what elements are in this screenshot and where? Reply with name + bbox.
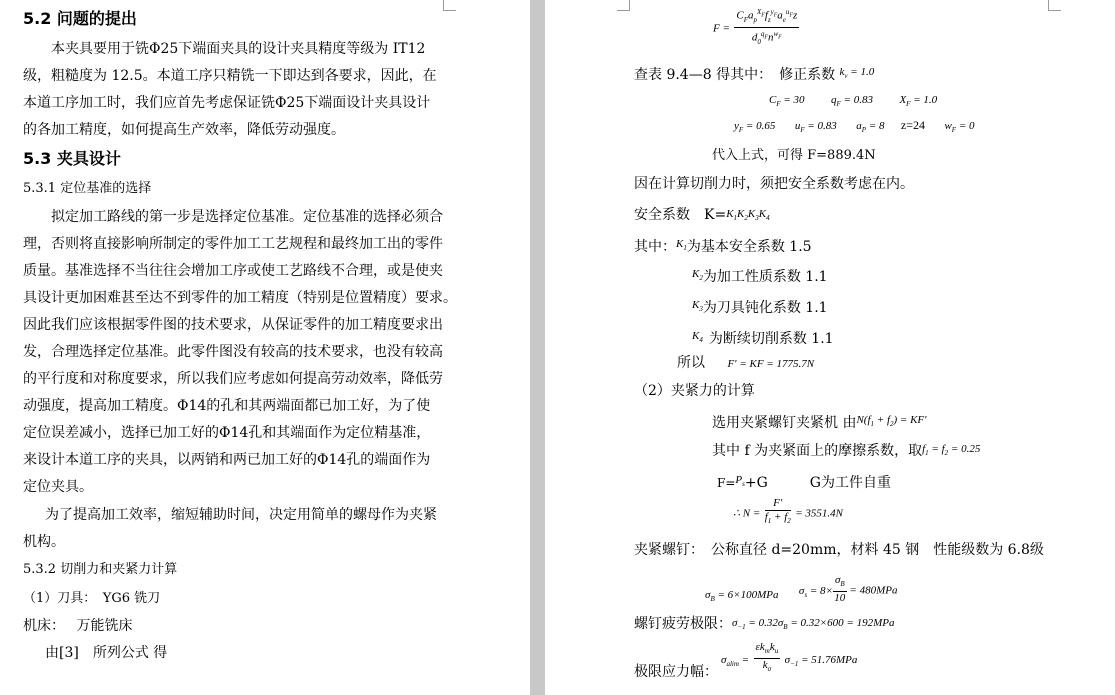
k3-symbol: K3 [692, 299, 703, 314]
limit-result: $\sigma_{-1} = 51.76MPa$ [784, 653, 858, 668]
paragraph-line: 来设计本道工序的夹具，以两销和两已加工好的Φ14孔的端面作为 [23, 452, 431, 468]
section-heading-5-3: 5.3 夹具设计 [23, 149, 121, 168]
k-item-text: 为加工性质系数 1.1 [702, 269, 828, 285]
paragraph-line: 级，粗糙度为 12.5。本道工序只精铣一下即达到各要求，因此，在 [23, 68, 437, 84]
force-P-symbol: Ps [735, 474, 745, 489]
safety-factor-expression: $K_1K_2K_3K_4$ [726, 208, 770, 223]
page-corner-mark [1048, 0, 1061, 11]
sigma-s: $\sigma_s = 8\times$ [798, 584, 833, 599]
cutting-force-result: 代入上式，可得 F=889.4N [712, 148, 876, 163]
tool-line: （1）刀具： YG6 铣刀 [23, 591, 161, 606]
subsection-heading-5-3-1: 5.3.1 定位基准的选择 [23, 181, 152, 196]
section-heading-5-2: 5.2 问题的提出 [23, 9, 137, 28]
N-rhs: = 3551.4N [795, 507, 843, 520]
page-corner-mark [443, 0, 456, 11]
fatigue-expression: $\sigma_{-1} = 0.32\sigma_B = 0.32\times 600 = 192MPa$ [732, 617, 895, 632]
N-denominator: $f_1 + f_2$ [764, 511, 791, 526]
k-item-text: 为断续切削系数 1.1 [708, 331, 834, 347]
clamp-select-text: 选用夹紧螺钉夹紧机 由 [712, 415, 857, 431]
safety-intro: 因在计算切削力时，须把安全系数考虑在内。 [634, 176, 914, 192]
N-numerator: F′ [765, 497, 791, 511]
coefficient-row-2 [734, 116, 975, 139]
so-label: 所以 [677, 355, 705, 371]
coef-z: z=24 [900, 118, 925, 132]
coef-uF: $u_F = 0.83$ [794, 120, 837, 135]
k-item-prefix: 其中： [634, 239, 676, 255]
paragraph-line: 的各加工精度，如何提高生产效率，降低劳动强度。 [23, 122, 345, 138]
k4-symbol: K4 [692, 330, 703, 345]
paragraph-line: 本道工序加工时，我们应首先考虑保证铣Φ25下端面设计夹具设计 [23, 95, 431, 111]
coef-XF: $X_F = 1.0$ [899, 94, 938, 109]
paragraph-line: 拟定加工路线的第一步是选择定位基准。定位基准的选择必须合 [51, 209, 443, 225]
page-gap [530, 0, 545, 695]
table-lookup-text: 查表 9.4—8 得其中： 修正系数 [634, 67, 836, 83]
formula-fraction [734, 6, 799, 49]
paragraph-line: 发，合理选择定位基准。此零件图没有较高的技术要求，也没有较高 [23, 344, 443, 360]
friction-text: 其中 f 为夹紧面上的摩擦系数，取 [712, 443, 923, 459]
force-line [717, 471, 891, 493]
sigma-alim: $\sigma_{alim}$ = [721, 653, 750, 668]
paragraph-line: 动强度，提高加工精度。Φ14的孔和其两端面都已加工好，为了使 [23, 398, 431, 414]
table-lookup-line [634, 63, 874, 85]
k-item-2 [692, 265, 828, 287]
formula-denominator: $d_0^{q_F}n^{w_F}$ [751, 29, 782, 46]
clamping-force-result [733, 497, 843, 528]
force-label: F= [717, 476, 736, 490]
clamp-select-line [712, 411, 927, 433]
coefficient-row-1 [769, 90, 937, 113]
cutting-force-formula [713, 6, 799, 49]
sigma-s-fraction: $\frac{\sigma_B}{10}$ [834, 574, 846, 605]
paragraph-line: 的平行度和对称度要求，所以我们应考虑如何提高劳动效率，降低劳 [23, 371, 443, 387]
formula-numerator: $C_Fa_p^{X_F}f_z^{y_F}a_e^{u_F}z$ [734, 6, 799, 28]
k-item-4 [692, 327, 834, 349]
fatigue-line [634, 614, 894, 636]
so-line [677, 354, 814, 373]
page-corner-mark [617, 0, 630, 11]
sigma-s-result: = 480MPa [846, 584, 898, 597]
friction-line [712, 440, 980, 462]
kv-value: kv = 1.0 [839, 66, 875, 81]
safety-factor-line [634, 205, 770, 227]
paragraph-line: 因此我们应该根据零件图的技术要求，从保证零件的加工精度要求出 [23, 317, 443, 333]
coef-wF: $w_F = 0$ [944, 120, 975, 135]
paragraph-line: 本夹具要用于铣Φ25下端面夹具的设计夹具精度等级为 IT12 [51, 41, 426, 57]
coef-qF: $q_F = 0.83$ [831, 94, 873, 109]
clamp-equation: N(f1 + f2) = KF′ [856, 414, 927, 429]
k-item-3 [692, 296, 828, 318]
machine-line: 机床： 万能铣床 [23, 618, 133, 634]
N-fraction [765, 497, 791, 528]
bolt-spec: 夹紧螺钉： 公称直径 d=20mm，材料 45 钢 性能级数为 6.8级 [634, 542, 1044, 558]
paragraph-line: 为了提高加工效率，缩短辅助时间，决定用简单的螺母作为夹紧 [45, 507, 437, 523]
sigma-B: σB = 6×100MPa [705, 588, 779, 603]
coef-yF: $y_F = 0.65$ [734, 120, 776, 135]
formula-lhs: F = [713, 22, 730, 35]
limit-stress-expression [721, 641, 857, 676]
stress-values-line [705, 574, 897, 608]
k-item-text: 为刀具钝化系数 1.1 [702, 300, 828, 316]
document-page-left [0, 0, 530, 695]
safety-factor-label: 安全系数 K= [634, 207, 727, 223]
clamp-title: （2）夹紧力的计算 [634, 383, 755, 399]
force-tail-text: +G G为工件自重 [744, 475, 891, 491]
formula-intro: 由[3] 所列公式 得 [45, 645, 168, 661]
subsection-heading-5-3-2: 5.3.2 切削力和夹紧力计算 [23, 562, 178, 577]
coef-CF: $C_F = 30$ [769, 94, 805, 109]
document-page-right [545, 0, 1115, 695]
k-item-text: 为基本安全系数 1.5 [686, 239, 812, 255]
paragraph-line: 机构。 [23, 534, 65, 550]
limit-fraction: $\frac{\varepsilon k_mk_u}{k_\sigma}$ [755, 641, 779, 674]
k1-symbol: K1 [676, 238, 687, 253]
so-expression: F′ = KF = 1775.7N [727, 358, 815, 370]
paragraph-line: 理，否则将直接影响所制定的零件加工工艺规程和最终加工出的零件 [23, 236, 443, 252]
k-item-1 [634, 235, 812, 257]
fatigue-label: 螺钉疲劳极限： [634, 616, 732, 632]
N-lhs: ∴ N = [733, 507, 761, 520]
paragraph-line: 定位误差减小，选择已加工好的Φ14孔和其端面作为定位精基准， [23, 425, 431, 441]
coef-aP: $a_P = 8$ [856, 120, 885, 135]
paragraph-line: 具设计更加困难甚至达不到零件的加工精度（特别是位置精度）要求。 [23, 290, 457, 306]
paragraph-line: 定位夹具。 [23, 479, 93, 495]
friction-value: f1 = f2 = 0.25 [922, 443, 981, 458]
paragraph-line: 质量。基准选择不当往往会增加工序或使工艺路线不合理，或是使夹 [23, 263, 443, 279]
k2-symbol: K2 [692, 268, 703, 283]
limit-stress-label: 极限应力幅： [634, 664, 718, 680]
